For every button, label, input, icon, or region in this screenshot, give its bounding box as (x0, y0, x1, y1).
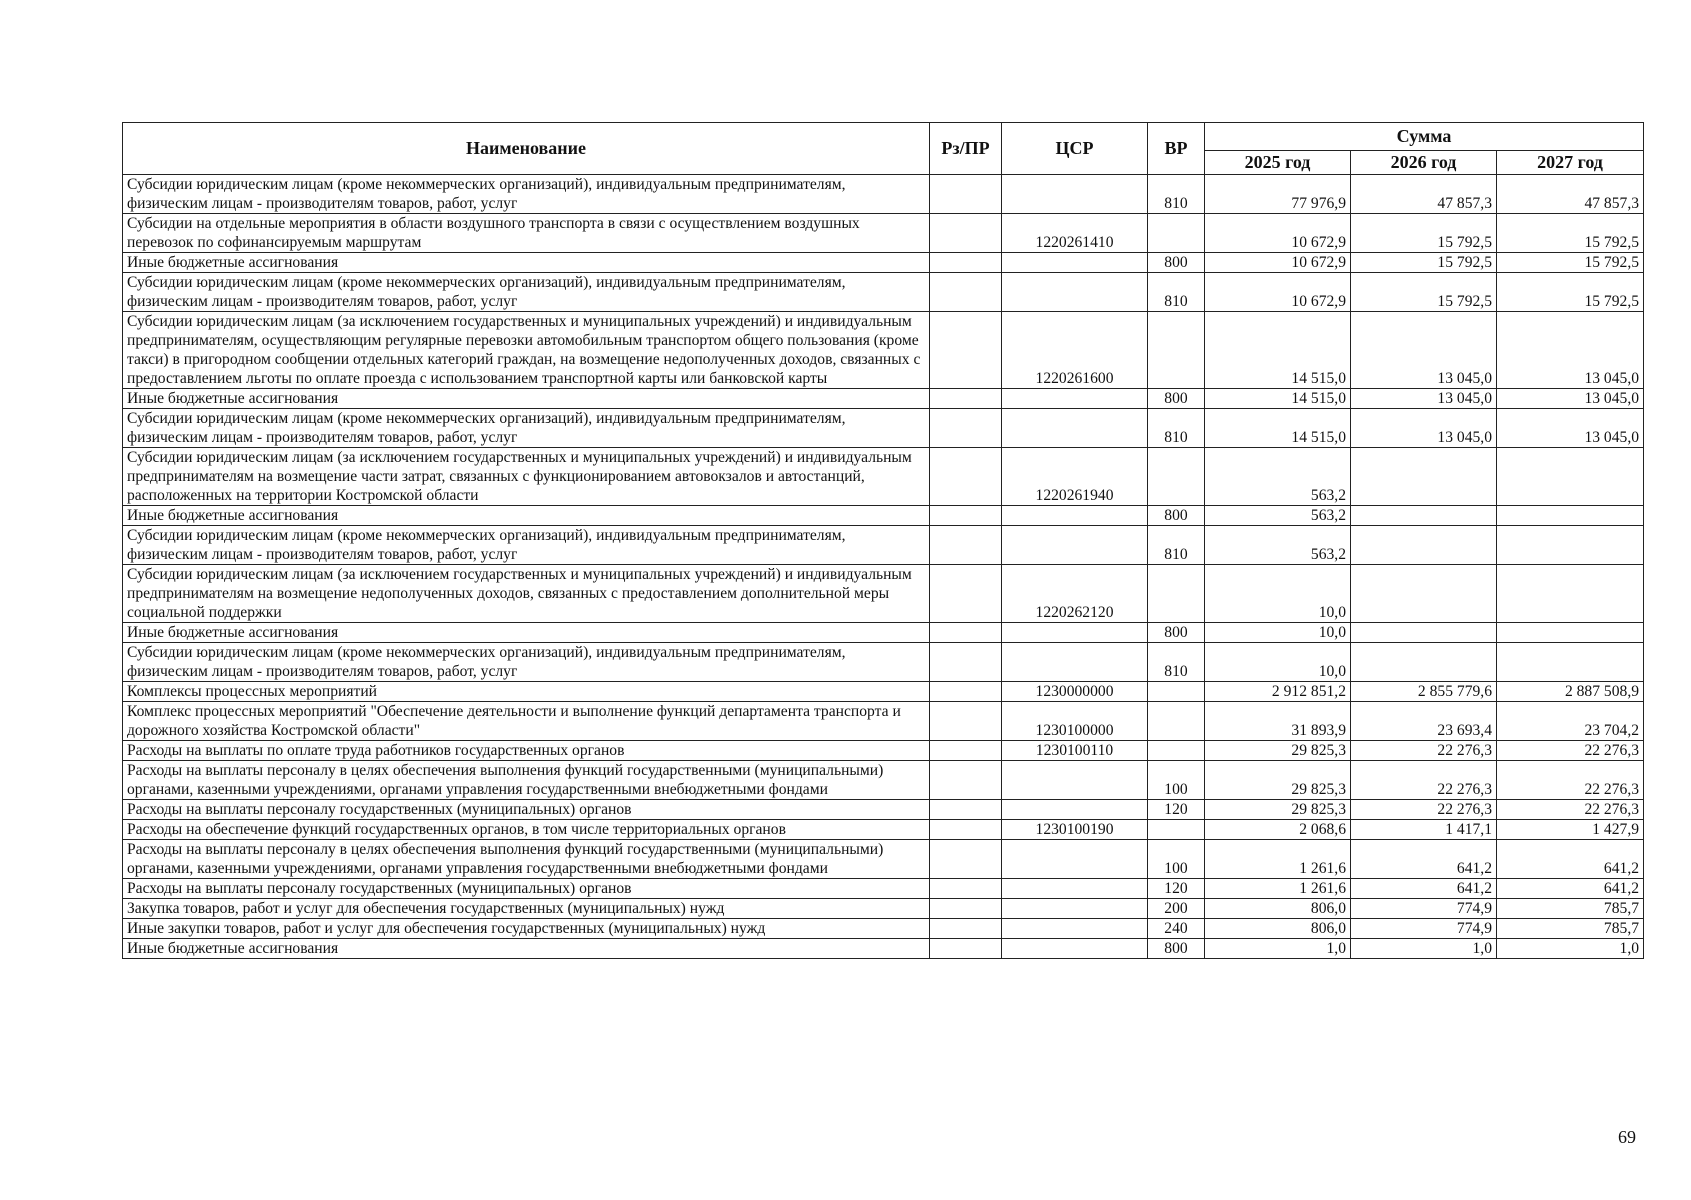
cell-2027 (1497, 643, 1644, 682)
cell-2026: 2 855 779,6 (1351, 682, 1497, 702)
cell-name: Расходы на выплаты персоналу в целях обеспечения выполнения функций государственными (муниципальными) органами, казенными учреждениями, органами управления государственными внебюджетными фондами (123, 840, 930, 879)
table-row (123, 253, 1644, 273)
cell-2026: 774,9 (1351, 899, 1497, 919)
cell-rzpr (930, 506, 1002, 526)
cell-2026: 23 693,4 (1351, 702, 1497, 741)
cell-vr: 810 (1148, 526, 1205, 565)
table-body (123, 175, 1644, 959)
cell-csr (1002, 623, 1148, 643)
cell-2027: 15 792,5 (1497, 253, 1644, 273)
cell-2026 (1351, 506, 1497, 526)
cell-rzpr (930, 409, 1002, 448)
cell-rzpr (930, 448, 1002, 506)
cell-2027: 23 704,2 (1497, 702, 1644, 741)
cell-csr: 1220262120 (1002, 565, 1148, 623)
cell-2027 (1497, 623, 1644, 643)
cell-vr (1148, 682, 1205, 702)
cell-csr (1002, 643, 1148, 682)
cell-rzpr (930, 389, 1002, 409)
table-row (123, 175, 1644, 214)
cell-rzpr (930, 879, 1002, 899)
cell-vr (1148, 214, 1205, 253)
cell-csr (1002, 175, 1148, 214)
cell-2025: 1,0 (1205, 939, 1351, 959)
cell-rzpr (930, 175, 1002, 214)
cell-name: Субсидии юридическим лицам (за исключением государственных и муниципальных учреждений) и индивидуальным предпринимателям, осуществляющим регулярные перевозки автомобильным транспортом общего пользования (кроме такси) в пригородном сообщении отдельных категорий граждан, на возмещение недополученных доходов, связанных с предоставлением льготы по оплате проезда с использованием транспортной карты или банковской карты (123, 312, 930, 389)
cell-2025: 14 515,0 (1205, 389, 1351, 409)
cell-name: Субсидии юридическим лицам (кроме некоммерческих организаций), индивидуальным предпринимателям, физическим лицам - производителям товаров, работ, услуг (123, 175, 930, 214)
table-row (123, 448, 1644, 506)
cell-rzpr (930, 919, 1002, 939)
cell-vr (1148, 565, 1205, 623)
cell-2026: 1,0 (1351, 939, 1497, 959)
cell-2025: 29 825,3 (1205, 761, 1351, 800)
cell-2025: 563,2 (1205, 526, 1351, 565)
cell-rzpr (930, 253, 1002, 273)
cell-2025: 10,0 (1205, 565, 1351, 623)
cell-vr (1148, 820, 1205, 840)
cell-2026: 22 276,3 (1351, 800, 1497, 820)
cell-name: Иные бюджетные ассигнования (123, 939, 930, 959)
cell-2026 (1351, 623, 1497, 643)
cell-2027: 22 276,3 (1497, 761, 1644, 800)
cell-csr (1002, 409, 1148, 448)
cell-csr (1002, 939, 1148, 959)
table-row (123, 565, 1644, 623)
cell-2027: 785,7 (1497, 919, 1644, 939)
cell-2026: 641,2 (1351, 840, 1497, 879)
cell-2027: 2 887 508,9 (1497, 682, 1644, 702)
cell-2026: 13 045,0 (1351, 409, 1497, 448)
cell-rzpr (930, 526, 1002, 565)
table-row (123, 526, 1644, 565)
cell-name: Расходы на выплаты по оплате труда работников государственных органов (123, 741, 930, 761)
cell-2026 (1351, 448, 1497, 506)
table-row (123, 409, 1644, 448)
cell-csr (1002, 761, 1148, 800)
cell-rzpr (930, 312, 1002, 389)
cell-vr: 200 (1148, 899, 1205, 919)
cell-2026: 22 276,3 (1351, 741, 1497, 761)
cell-vr: 810 (1148, 273, 1205, 312)
cell-name: Иные бюджетные ассигнования (123, 506, 930, 526)
cell-csr (1002, 526, 1148, 565)
cell-2026: 22 276,3 (1351, 761, 1497, 800)
header-vr: ВР (1148, 123, 1205, 175)
cell-vr: 800 (1148, 253, 1205, 273)
cell-2025: 563,2 (1205, 448, 1351, 506)
cell-2025: 806,0 (1205, 899, 1351, 919)
cell-2027: 1,0 (1497, 939, 1644, 959)
cell-2025: 1 261,6 (1205, 840, 1351, 879)
cell-2025: 10 672,9 (1205, 273, 1351, 312)
cell-2025: 77 976,9 (1205, 175, 1351, 214)
cell-rzpr (930, 643, 1002, 682)
table-row (123, 273, 1644, 312)
cell-2027 (1497, 526, 1644, 565)
cell-csr: 1220261940 (1002, 448, 1148, 506)
table-row (123, 899, 1644, 919)
cell-2026: 774,9 (1351, 919, 1497, 939)
cell-name: Комплекс процессных мероприятий "Обеспечение деятельности и выполнение функций департамента транспорта и дорожного хозяйства Костромской области" (123, 702, 930, 741)
table-row (123, 506, 1644, 526)
cell-name: Иные закупки товаров, работ и услуг для обеспечения государственных (муниципальных) нужд (123, 919, 930, 939)
cell-csr (1002, 506, 1148, 526)
cell-csr: 1220261600 (1002, 312, 1148, 389)
header-rzpr: Рз/ПР (930, 123, 1002, 175)
table-row (123, 702, 1644, 741)
cell-rzpr (930, 702, 1002, 741)
cell-vr (1148, 702, 1205, 741)
table-row (123, 939, 1644, 959)
cell-name: Расходы на обеспечение функций государственных органов, в том числе территориальных органов (123, 820, 930, 840)
cell-csr (1002, 919, 1148, 939)
cell-2026 (1351, 526, 1497, 565)
cell-vr: 240 (1148, 919, 1205, 939)
table-row (123, 919, 1644, 939)
cell-2025: 10,0 (1205, 623, 1351, 643)
cell-name: Комплексы процессных мероприятий (123, 682, 930, 702)
cell-2026: 15 792,5 (1351, 214, 1497, 253)
cell-2026: 15 792,5 (1351, 273, 1497, 312)
table-row (123, 820, 1644, 840)
cell-vr: 800 (1148, 389, 1205, 409)
table-row (123, 623, 1644, 643)
cell-csr (1002, 899, 1148, 919)
cell-2027: 13 045,0 (1497, 312, 1644, 389)
cell-rzpr (930, 939, 1002, 959)
cell-vr: 810 (1148, 643, 1205, 682)
cell-name: Расходы на выплаты персоналу государственных (муниципальных) органов (123, 879, 930, 899)
cell-2025: 29 825,3 (1205, 741, 1351, 761)
table-row (123, 840, 1644, 879)
cell-2027: 15 792,5 (1497, 273, 1644, 312)
table-row (123, 761, 1644, 800)
table-row (123, 643, 1644, 682)
header-2026: 2026 год (1351, 151, 1497, 175)
cell-vr: 810 (1148, 409, 1205, 448)
cell-2027: 641,2 (1497, 840, 1644, 879)
cell-vr (1148, 448, 1205, 506)
cell-2025: 2 068,6 (1205, 820, 1351, 840)
cell-2025: 2 912 851,2 (1205, 682, 1351, 702)
cell-2027: 47 857,3 (1497, 175, 1644, 214)
cell-2027: 13 045,0 (1497, 409, 1644, 448)
cell-2025: 14 515,0 (1205, 312, 1351, 389)
header-csr: ЦСР (1002, 123, 1148, 175)
cell-2026: 13 045,0 (1351, 389, 1497, 409)
cell-name: Субсидии юридическим лицам (кроме некоммерческих организаций), индивидуальным предпринимателям, физическим лицам - производителям товаров, работ, услуг (123, 526, 930, 565)
cell-2025: 10 672,9 (1205, 253, 1351, 273)
cell-2027: 15 792,5 (1497, 214, 1644, 253)
cell-2027: 1 427,9 (1497, 820, 1644, 840)
cell-vr: 800 (1148, 623, 1205, 643)
cell-csr (1002, 253, 1148, 273)
cell-vr: 120 (1148, 800, 1205, 820)
cell-name: Субсидии на отдельные мероприятия в области воздушного транспорта в связи с осуществлением воздушных перевозок по софинансируемым маршрутам (123, 214, 930, 253)
header-2025: 2025 год (1205, 151, 1351, 175)
cell-2027 (1497, 565, 1644, 623)
header-2027: 2027 год (1497, 151, 1644, 175)
table-row (123, 312, 1644, 389)
cell-2025: 29 825,3 (1205, 800, 1351, 820)
cell-csr: 1230000000 (1002, 682, 1148, 702)
cell-vr: 800 (1148, 506, 1205, 526)
table-row (123, 214, 1644, 253)
cell-2025: 806,0 (1205, 919, 1351, 939)
table-row (123, 800, 1644, 820)
cell-vr: 100 (1148, 840, 1205, 879)
cell-rzpr (930, 899, 1002, 919)
cell-rzpr (930, 565, 1002, 623)
table-row (123, 682, 1644, 702)
cell-csr: 1230100110 (1002, 741, 1148, 761)
cell-rzpr (930, 761, 1002, 800)
cell-2027: 641,2 (1497, 879, 1644, 899)
cell-2026: 1 417,1 (1351, 820, 1497, 840)
cell-2025: 563,2 (1205, 506, 1351, 526)
cell-2025: 10,0 (1205, 643, 1351, 682)
cell-name: Расходы на выплаты персоналу в целях обеспечения выполнения функций государственными (муниципальными) органами, казенными учреждениями, органами управления государственными внебюджетными фондами (123, 761, 930, 800)
cell-2025: 14 515,0 (1205, 409, 1351, 448)
cell-name: Субсидии юридическим лицам (за исключением государственных и муниципальных учреждений) и индивидуальным предпринимателям на возмещение части затрат, связанных с функционированием автовокзалов и автостанций, расположенных на территории Костромской области (123, 448, 930, 506)
cell-rzpr (930, 800, 1002, 820)
cell-vr: 810 (1148, 175, 1205, 214)
cell-rzpr (930, 741, 1002, 761)
cell-2026 (1351, 643, 1497, 682)
cell-2025: 10 672,9 (1205, 214, 1351, 253)
cell-2027: 13 045,0 (1497, 389, 1644, 409)
header-sum: Сумма (1205, 123, 1644, 151)
cell-2027: 22 276,3 (1497, 741, 1644, 761)
header-row (123, 123, 1644, 151)
cell-vr: 800 (1148, 939, 1205, 959)
cell-rzpr (930, 820, 1002, 840)
cell-2025: 1 261,6 (1205, 879, 1351, 899)
cell-name: Субсидии юридическим лицам (кроме некоммерческих организаций), индивидуальным предпринимателям, физическим лицам - производителям товаров, работ, услуг (123, 409, 930, 448)
cell-2027 (1497, 506, 1644, 526)
cell-name: Расходы на выплаты персоналу государственных (муниципальных) органов (123, 800, 930, 820)
table-row (123, 389, 1644, 409)
header-name: Наименование (123, 123, 930, 175)
cell-vr (1148, 312, 1205, 389)
cell-2026: 641,2 (1351, 879, 1497, 899)
cell-name: Иные бюджетные ассигнования (123, 253, 930, 273)
cell-name: Закупка товаров, работ и услуг для обеспечения государственных (муниципальных) нужд (123, 899, 930, 919)
cell-2026 (1351, 565, 1497, 623)
cell-2027: 22 276,3 (1497, 800, 1644, 820)
cell-csr (1002, 389, 1148, 409)
cell-2027 (1497, 448, 1644, 506)
cell-csr: 1230100190 (1002, 820, 1148, 840)
cell-csr (1002, 800, 1148, 820)
cell-rzpr (930, 623, 1002, 643)
cell-2026: 13 045,0 (1351, 312, 1497, 389)
cell-2026: 15 792,5 (1351, 253, 1497, 273)
cell-name: Иные бюджетные ассигнования (123, 623, 930, 643)
cell-rzpr (930, 214, 1002, 253)
cell-vr (1148, 741, 1205, 761)
cell-csr (1002, 273, 1148, 312)
cell-2026: 47 857,3 (1351, 175, 1497, 214)
cell-name: Иные бюджетные ассигнования (123, 389, 930, 409)
cell-2025: 31 893,9 (1205, 702, 1351, 741)
table-row (123, 879, 1644, 899)
cell-2027: 785,7 (1497, 899, 1644, 919)
cell-rzpr (930, 682, 1002, 702)
budget-table (122, 122, 1644, 959)
cell-vr: 120 (1148, 879, 1205, 899)
cell-rzpr (930, 840, 1002, 879)
cell-csr: 1230100000 (1002, 702, 1148, 741)
cell-csr (1002, 879, 1148, 899)
cell-name: Субсидии юридическим лицам (кроме некоммерческих организаций), индивидуальным предпринимателям, физическим лицам - производителям товаров, работ, услуг (123, 643, 930, 682)
cell-name: Субсидии юридическим лицам (кроме некоммерческих организаций), индивидуальным предпринимателям, физическим лицам - производителям товаров, работ, услуг (123, 273, 930, 312)
table-row (123, 741, 1644, 761)
cell-csr: 1220261410 (1002, 214, 1148, 253)
cell-name: Субсидии юридическим лицам (за исключением государственных и муниципальных учреждений) и индивидуальным предпринимателям на возмещение недополученных доходов, связанных с предоставлением дополнительной меры социальной поддержки (123, 565, 930, 623)
cell-csr (1002, 840, 1148, 879)
cell-vr: 100 (1148, 761, 1205, 800)
page-number: 69 (1618, 1127, 1636, 1147)
cell-rzpr (930, 273, 1002, 312)
